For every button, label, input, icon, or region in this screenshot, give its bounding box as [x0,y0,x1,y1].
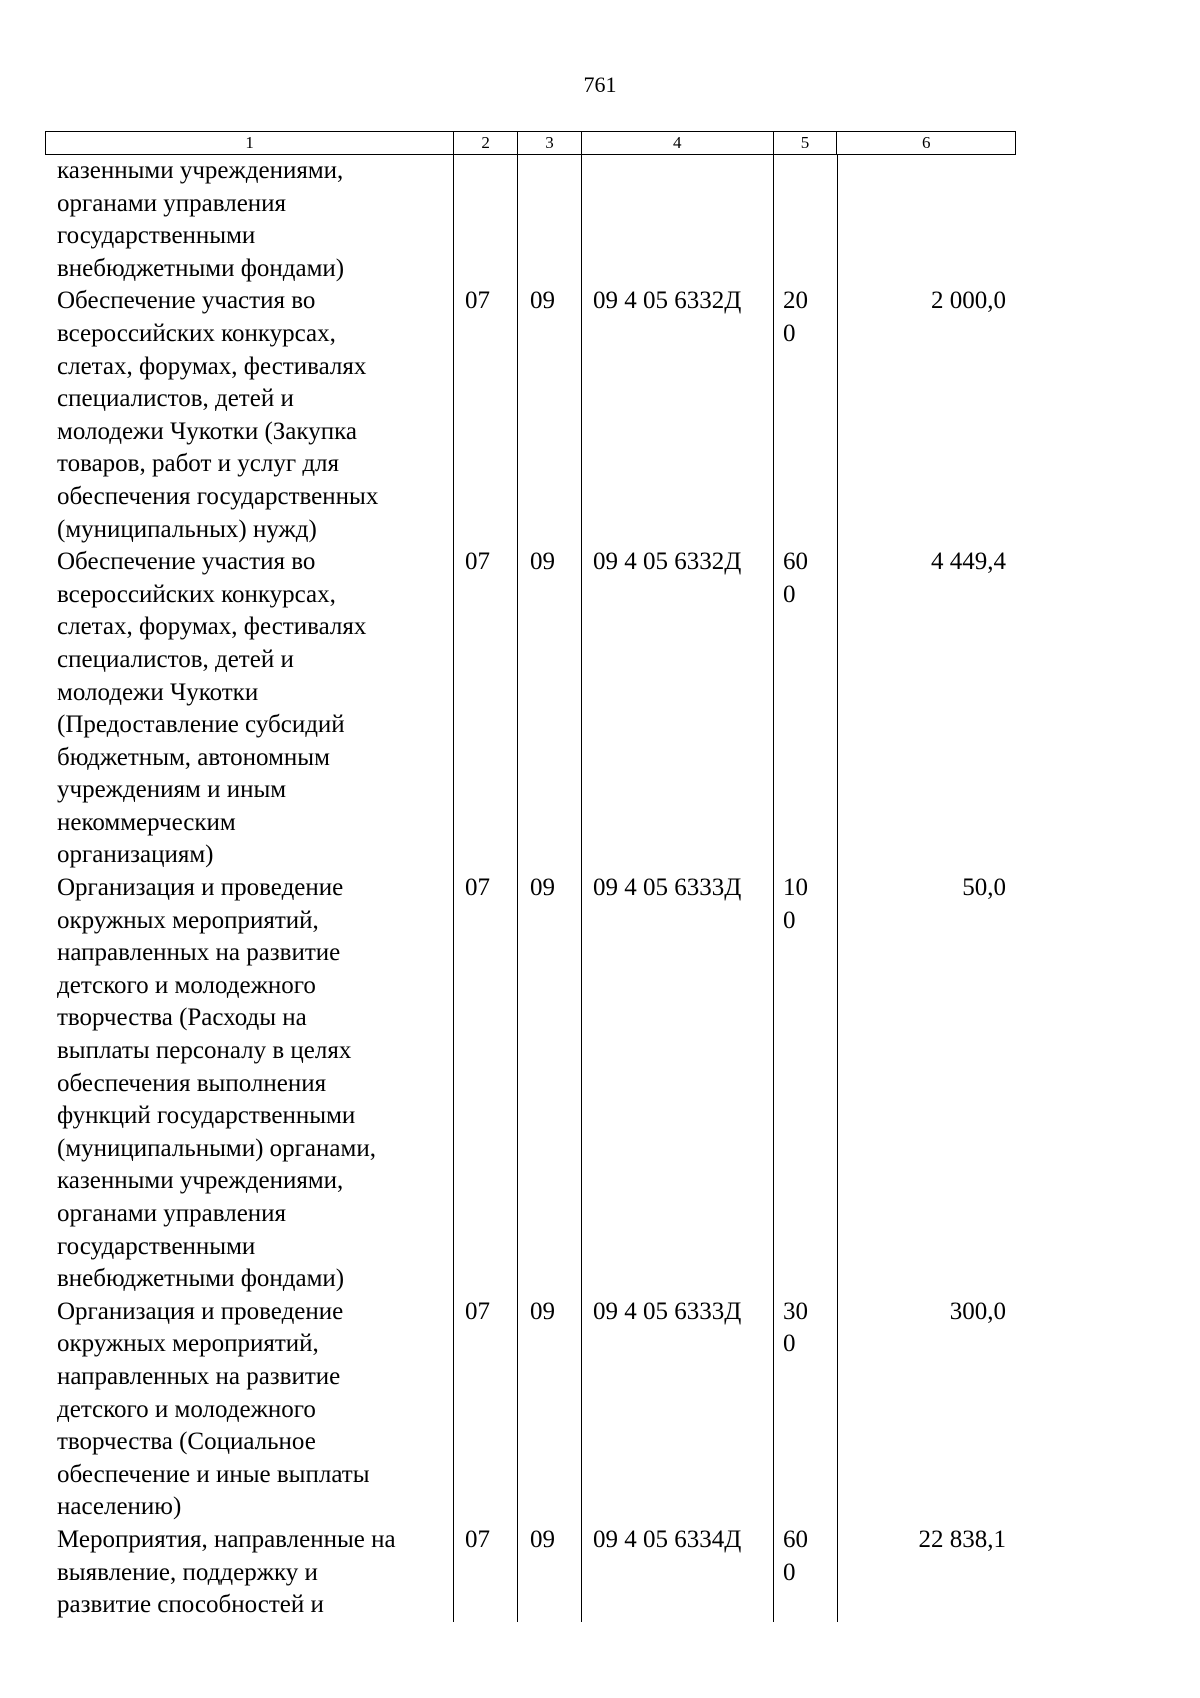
row-amount: 4 449,4 [931,548,1006,576]
row-expense-type: 30 0 [774,1296,838,1524]
row-expense-type: 10 0 [774,872,838,1296]
row-target-code [582,155,774,285]
row-expense-type: 60 0 [774,546,838,872]
table-row [45,1524,1016,1622]
row-target-code: 09 4 05 6334Д [582,1524,774,1622]
row-amount [838,155,1016,285]
row-section: 07 [454,285,518,546]
header-col-4: 4 [582,132,774,154]
row-section: 07 [454,1296,518,1524]
row-expense-type [774,155,838,285]
row-description: казенными учреждениями, органами управления государственными внебюджетными фондами) [45,155,454,285]
row-description: Организация и проведение окружных мероприятий, направленных на развитие детского и молодежного творчества (Расходы на выплаты персоналу в целях обеспечения выполнения функций государственными (муниципальными) органами, казенными учреждениями, органами управления государственными внебюджетными фондами) [45,872,454,1296]
row-target-code: 09 4 05 6332Д [582,546,774,872]
row-section: 07 [454,1524,518,1622]
table-header [45,131,1016,155]
row-description: Обеспечение участия во всероссийских конкурсах, слетах, форумах, фестивалях специалистов, детей и молодежи Чукотки (Предоставление субсидий бюджетным, автономным учреждениям и иным некоммерческим организациям) [45,546,454,872]
row-subsection: 09 [518,546,582,872]
row-amount: 2 000,0 [931,287,1006,315]
row-section: 07 [454,872,518,1296]
row-description: Мероприятия, направленные на выявление, поддержку и развитие способностей и [45,1524,454,1622]
page-number: 761 [583,72,617,97]
header-col-1: 1 [46,132,454,154]
header-col-2: 2 [454,132,518,154]
header-col-3: 3 [518,132,582,154]
row-description: Организация и проведение окружных мероприятий, направленных на развитие детского и молодежного творчества (Социальное обеспечение и иные выплаты населению) [45,1296,454,1524]
row-subsection: 09 [518,285,582,546]
row-amount: 22 838,1 [918,1525,1006,1553]
table-row [45,546,1016,872]
table-row [45,1296,1016,1524]
row-target-code: 09 4 05 6333Д [582,872,774,1296]
table-row [45,155,1016,285]
row-expense-type: 20 0 [774,285,838,546]
table-row [45,285,1016,546]
row-amount: 50,0 [962,874,1006,902]
row-description: Обеспечение участия во всероссийских конкурсах, слетах, форумах, фестивалях специалистов, детей и молодежи Чукотки (Закупка товаров, работ и услуг для обеспечения государственных (муниципальных) нужд) [45,285,454,546]
row-section: 07 [454,546,518,872]
row-target-code: 09 4 05 6332Д [582,285,774,546]
budget-table [45,155,1016,1622]
row-subsection: 09 [518,872,582,1296]
header-col-6: 6 [921,133,931,152]
table-row [45,872,1016,1296]
row-amount: 300,0 [949,1297,1006,1325]
row-subsection: 09 [518,1524,582,1622]
row-section [454,155,518,285]
row-target-code: 09 4 05 6333Д [582,1296,774,1524]
row-subsection [518,155,582,285]
header-col-5: 5 [774,132,838,154]
row-expense-type: 60 0 [774,1524,838,1622]
row-subsection: 09 [518,1296,582,1524]
